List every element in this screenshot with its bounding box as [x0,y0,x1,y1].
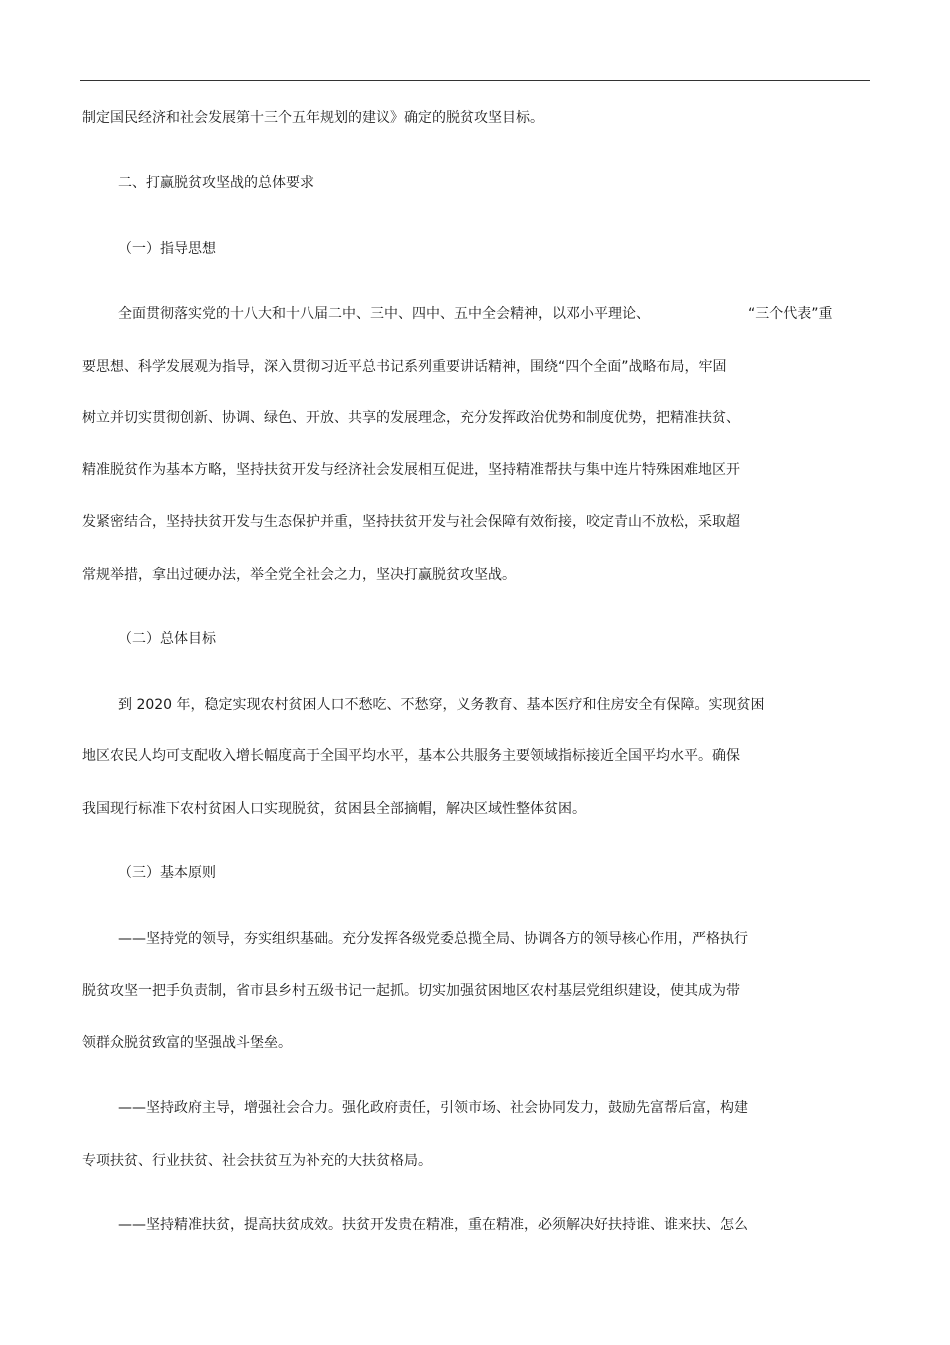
paragraph-line: 精准脱贫作为基本方略，坚持扶贫开发与经济社会发展相互促进，坚持精准帮扶与集中连片特殊困难地区开 [82,462,740,478]
paragraph-line: ——坚持精准扶贫，提高扶贫成效。扶贫开发贵在精准，重在精准，必须解决好扶持谁、谁来扶、怎么 [118,1217,748,1233]
paragraph-line: 专项扶贫、行业扶贫、社会扶贫互为补充的大扶贫格局。 [82,1153,432,1169]
header-rule [80,80,870,81]
paragraph-line: 全面贯彻落实党的十八大和十八届二中、三中、四中、五中全会精神，以邓小平理论、 [118,306,650,322]
paragraph-line: 树立并切实贯彻创新、协调、绿色、开放、共享的发展理念，充分发挥政治优势和制度优势，把精准扶贫、 [82,410,740,426]
paragraph-line: 我国现行标准下农村贫困人口实现脱贫，贫困县全部摘帽，解决区域性整体贫困。 [82,801,586,817]
subheading-overall-goal: （二）总体目标 [118,631,216,647]
paragraph-line: 要思想、科学发展观为指导，深入贯彻习近平总书记系列重要讲话精神，围绕“四个全面”战略布局，牢固 [82,359,727,375]
paragraph-line: ——坚持党的领导，夯实组织基础。充分发挥各级党委总揽全局、协调各方的领导核心作用，严格执行 [118,931,748,947]
paragraph-line: ——坚持政府主导，增强社会合力。强化政府责任，引领市场、社会协同发力，鼓励先富帮后富，构建 [118,1100,748,1116]
subheading-guiding-thought: （一）指导思想 [118,241,216,257]
text-line-1: 制定国民经济和社会发展第十三个五年规划的建议》确定的脱贫攻坚目标。 [82,110,544,126]
paragraph-line: 发紧密结合，坚持扶贫开发与生态保护并重，坚持扶贫开发与社会保障有效衔接，咬定青山不放松，采取超 [82,514,740,530]
paragraph-line: 地区农民人均可支配收入增长幅度高于全国平均水平，基本公共服务主要领域指标接近全国平均水平。确保 [82,748,740,764]
section-heading-2: 二、打赢脱贫攻坚战的总体要求 [118,175,314,191]
paragraph-line: 常规举措，拿出过硬办法，举全党全社会之力，坚决打赢脱贫攻坚战。 [82,567,516,583]
paragraph-line-fragment: “三个代表”重 [748,306,833,322]
paragraph-line: 脱贫攻坚一把手负责制，省市县乡村五级书记一起抓。切实加强贫困地区农村基层党组织建设，使其成为带 [82,983,740,999]
subheading-basic-principles: （三）基本原则 [118,865,216,881]
paragraph-line: 领群众脱贫致富的坚强战斗堡垒。 [82,1035,292,1051]
paragraph-line: 到 2020 年，稳定实现农村贫困人口不愁吃、不愁穿，义务教育、基本医疗和住房安全有保障。实现贫困 [118,697,765,713]
